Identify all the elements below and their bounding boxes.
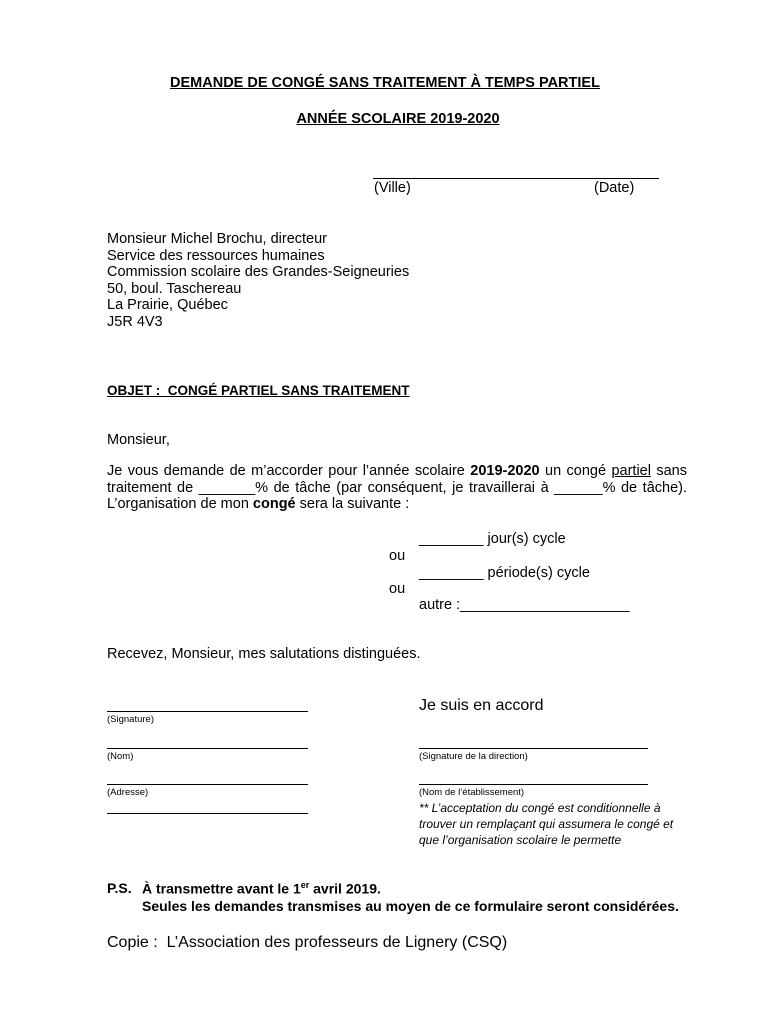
- approval-note-line: ** L’acceptation du congé est conditionnelle à: [419, 801, 661, 815]
- school-name-line[interactable]: [419, 784, 648, 785]
- closing-salutation: Recevez, Monsieur, mes salutations distinguées.: [107, 646, 421, 662]
- ps-superscript: er: [300, 880, 310, 890]
- approval-note: [419, 800, 673, 848]
- address-line[interactable]: [107, 784, 308, 785]
- ps-deadline: [142, 880, 381, 897]
- school-year-title: ANNÉE SCOLAIRE 2019-2020: [296, 111, 500, 127]
- document-title: DEMANDE DE CONGÉ SANS TRAITEMENT À TEMPS PARTIEL: [170, 75, 600, 91]
- copy-recipient: Copie : L’Association des professeurs de Lignery (CSQ): [107, 934, 508, 951]
- address-line-2[interactable]: [107, 813, 308, 814]
- paragraph-text: un congé: [545, 463, 607, 479]
- ps-prefix: P.S.: [107, 880, 132, 896]
- or-separator: ou: [389, 581, 406, 597]
- school-name-label: (Nom de l’établissement): [419, 787, 525, 798]
- name-line[interactable]: [107, 748, 308, 749]
- school-year-bold: 2019-2020: [470, 463, 540, 479]
- conge-bold: congé: [252, 496, 296, 512]
- subject-line: OBJET : CONGÉ PARTIEL SANS TRAITEMENT: [107, 383, 410, 398]
- recipient-line: Commission scolaire des Grandes-Seigneuries: [107, 264, 410, 280]
- recipient-line: Monsieur Michel Brochu, directeur: [107, 231, 328, 247]
- address-label: (Adresse): [107, 787, 149, 798]
- name-label: (Nom): [107, 751, 134, 762]
- date-label: (Date): [594, 180, 635, 196]
- ps-deadline-text: À transmettre avant le 1: [142, 880, 301, 897]
- approval-heading: Je suis en accord: [419, 697, 544, 714]
- option-periods-cycle[interactable]: ________ période(s) cycle: [419, 565, 590, 581]
- paragraph-row: [107, 496, 687, 513]
- recipient-line: La Prairie, Québec: [107, 297, 228, 313]
- partiel-underlined: partiel: [611, 463, 651, 479]
- signature-label: (Signature): [107, 714, 154, 725]
- or-separator: ou: [389, 548, 406, 564]
- recipient-line: 50, boul. Taschereau: [107, 280, 242, 297]
- paragraph-row: [107, 463, 687, 480]
- paragraph-text: L’organisation de mon: [107, 496, 249, 512]
- direction-signature-label: (Signature de la direction): [419, 751, 528, 762]
- approval-note-line: trouver un remplaçant qui assumera le congé et: [419, 817, 674, 831]
- city-label: (Ville): [374, 180, 411, 196]
- paragraph-text: sera la suivante :: [299, 496, 410, 512]
- paragraph-text: sans: [656, 463, 687, 479]
- recipient-line: J5R 4V3: [107, 313, 163, 330]
- recipient-address: [107, 231, 409, 330]
- direction-signature-line[interactable]: [419, 748, 648, 749]
- paragraph-text: Je vous demande de m’accorder pour l’année scolaire: [107, 463, 465, 479]
- city-date-line[interactable]: [373, 178, 659, 179]
- option-other[interactable]: autre :_____________________: [419, 597, 630, 613]
- ps-form-requirement: Seules les demandes transmises au moyen de ce formulaire seront considérées.: [142, 898, 679, 914]
- request-paragraph: [107, 463, 687, 513]
- ps-deadline-text: avril 2019.: [309, 880, 381, 897]
- approval-note-line: que l’organisation scolaire le permette: [419, 833, 622, 847]
- option-days-cycle[interactable]: ________ jour(s) cycle: [419, 531, 566, 547]
- paragraph-row: traitement de _______% de tâche (par conséquent, je travaillerai à ______% de tâche).: [107, 479, 687, 496]
- salutation: Monsieur,: [107, 432, 170, 448]
- recipient-line: Service des ressources humaines: [107, 247, 325, 264]
- signature-line[interactable]: [107, 711, 308, 712]
